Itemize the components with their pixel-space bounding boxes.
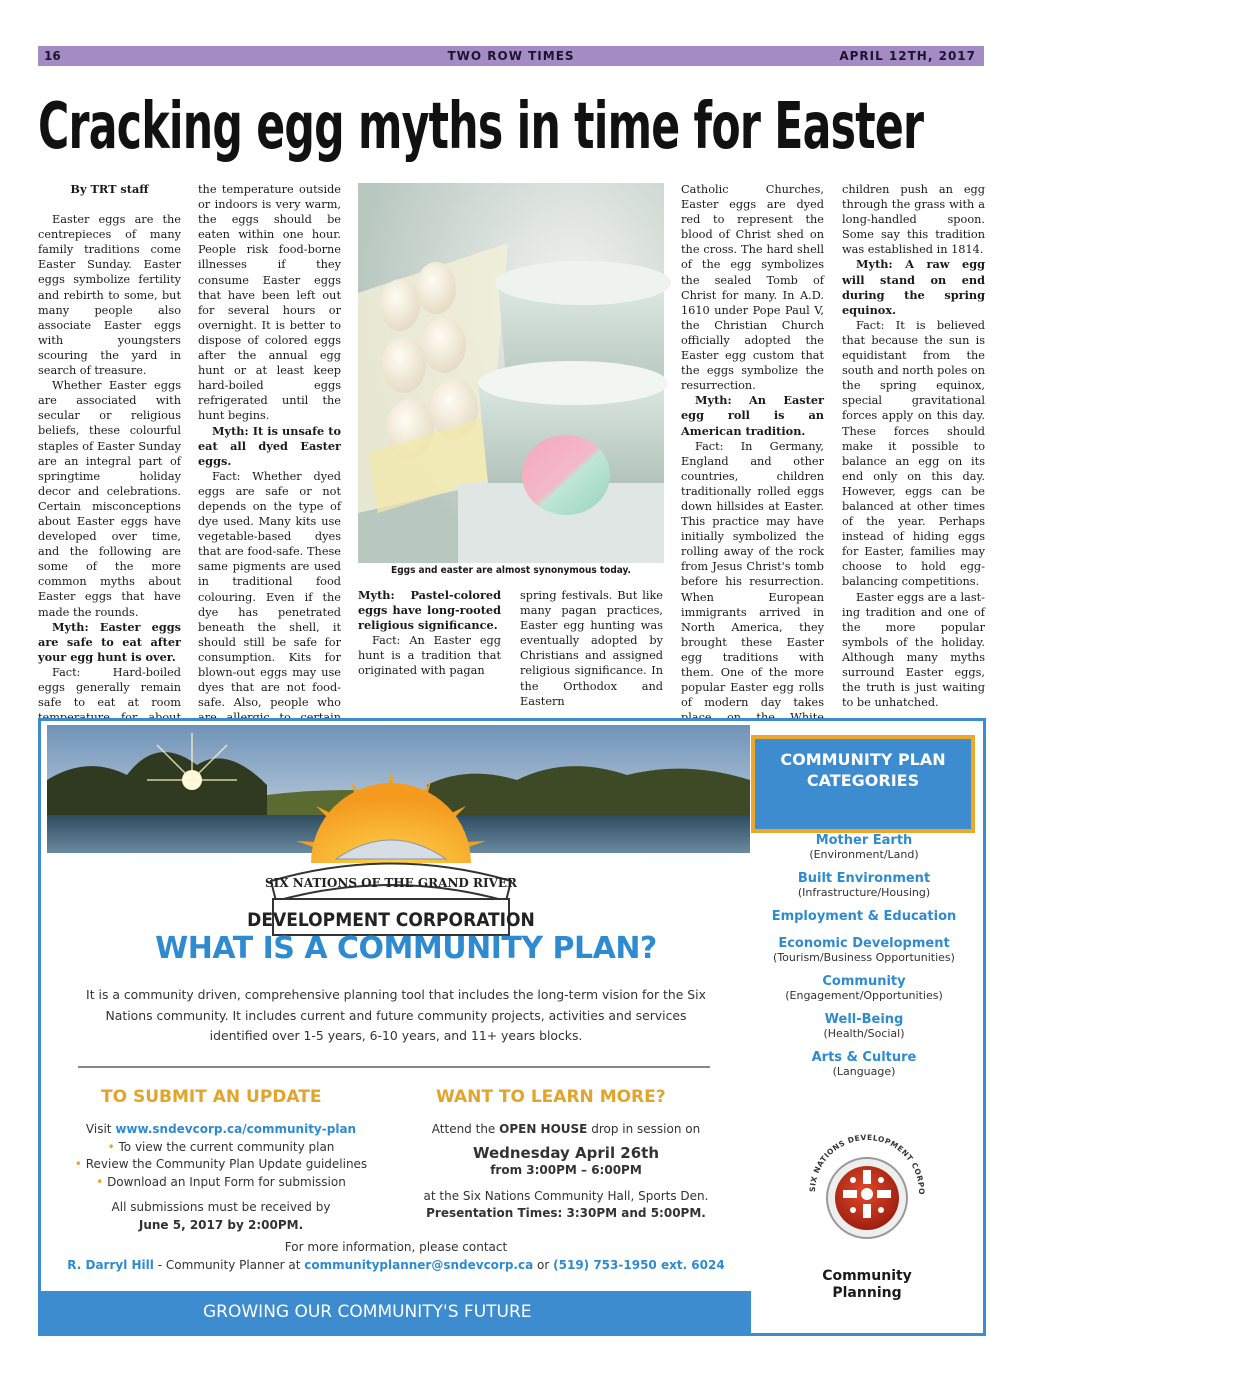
page-number: 16 [44, 49, 61, 63]
byline: By TRT staff [70, 182, 149, 196]
article-column-2 [198, 182, 341, 710]
open-house: OPEN HOUSE [499, 1122, 588, 1136]
sndevcorp-logo [247, 751, 535, 941]
category-name: Employment & Education [771, 909, 957, 924]
pastel-egg [522, 435, 610, 515]
article-column-1 [38, 182, 181, 710]
myth-heading: Myth: It is unsafe to eat all dyed Easter eggs. [198, 423, 341, 468]
issue-date: APRIL 12TH, 2017 [839, 49, 976, 63]
cp-line2: Planning [832, 1285, 902, 1301]
myth-heading: Myth: Easter eggs are safe to eat after your egg hunt is over. [38, 619, 181, 664]
contact-or: or [537, 1257, 550, 1272]
ad-footer: GROWING OUR COMMUNITY'S FUTURE [41, 1291, 751, 1333]
categories-header [751, 735, 975, 833]
bullet-item: Review the Community Plan Update guidelines [85, 1157, 368, 1171]
cp-line1: Community [822, 1268, 912, 1284]
contact-phone[interactable]: (519) 753-1950 ext. 6024 [553, 1257, 725, 1272]
open-house-time: from 3:00PM – 6:00PM [490, 1163, 642, 1177]
category-name: Built Environment [797, 871, 931, 886]
easter-eggs-photo [358, 183, 664, 563]
paragraph: children push an egg through the grass with a long-handled spoon. Some say this tradition was established in 1814. [842, 183, 985, 257]
logo-arc-text: SIX NATIONS OF THE GRAND RIVER [264, 876, 518, 890]
paragraph: the temperature outside or indoors is very warm, the eggs should be eaten within one hour. People risk food-borne illnesses if they consume Easter eggs that have been left out for several hours or overnight. It is better to dispose of colored eggs after the annual egg hunt or at least keep hard-boiled eggs refrigerated until the hunt begins. [198, 183, 341, 423]
category-sub: (Environment/Land) [809, 848, 919, 861]
article-column-4 [520, 588, 663, 708]
logo-main-text: DEVELOPMENT CORPORATION [247, 909, 535, 931]
contact-name: R. Darryl Hill [67, 1257, 154, 1272]
category-sub: (Infrastructure/Housing) [797, 886, 931, 899]
community-plan-ad [38, 718, 986, 1336]
myth-heading: Myth: Pastel-colored eggs have long-rooted religious significance. [358, 588, 501, 633]
photo-caption: Eggs and easter are almost synonymous today. [391, 565, 631, 576]
publication-name: TWO ROW TIMES [447, 49, 575, 63]
community-plan-description: It is a community driven, comprehensive planning tool that includes the long-term vision for the Six Nations community. It includes current and future community projects, activities and services identified over 1-5 years, 6-10 years, and 11+ years blocks. [86, 987, 706, 1043]
paragraph: Easter eggs are the centrepieces of many family traditions come Easter Sunday. Easter eggs symbolize fertility and rebirth to some, but many people also associate Easter eggs with youngsters scouring the yard in search of treasure. [38, 213, 181, 378]
categories-list [753, 821, 975, 1078]
photo-illustration [358, 183, 664, 563]
paragraph: Fact: An Easter egg hunt is a tradition that originated with pagan [358, 634, 501, 678]
bullet-item: To view the current community plan [118, 1139, 335, 1154]
contact-email-link[interactable]: communityplanner@sndevcorp.ca [304, 1257, 534, 1272]
category-sub: (Tourism/Business Opportunities) [773, 951, 955, 964]
attend-pre: Attend the [431, 1122, 496, 1136]
learn-details [401, 1121, 731, 1223]
category-sub: (Engagement/Opportunities) [785, 989, 943, 1002]
paragraph: Fact: Hard-boiled eggs generally remain safe to eat at room [38, 665, 181, 710]
article-column-3 [358, 588, 501, 696]
paragraph: Easter eggs are a last-ing tradition and one of the more popular symbols of the holiday. Although many myths surround Easter eggs, the truth is just waiting to be unhatched. [842, 590, 985, 710]
contact-info [41, 1239, 751, 1274]
visit-label: Visit [85, 1122, 112, 1136]
paragraph: spring festivals. But like many pagan practices, Easter egg hunting was eventually adopted by Christians and assigned religious significance. In the Orthodox and Eastern [520, 589, 663, 708]
category-name: Arts & Culture [811, 1050, 917, 1065]
categories-title-line1: COMMUNITY PLAN [780, 750, 946, 769]
category-sub: (Language) [832, 1065, 896, 1078]
sndc-seal-logo [793, 1114, 941, 1264]
deadline-text: All submissions must be received by [111, 1200, 331, 1214]
article-column-5 [681, 182, 824, 710]
contact-role: - Community Planner at [157, 1257, 301, 1272]
category-name: Economic Development [778, 936, 950, 951]
open-house-date: Wednesday April 26th [472, 1143, 660, 1162]
page-header [38, 46, 984, 66]
category-name: Well-Being [824, 1012, 904, 1027]
myth-heading: Myth: A raw egg will stand on end during the spring equinox. [842, 257, 985, 317]
submit-heading: TO SUBMIT AN UPDATE [101, 1087, 322, 1107]
attend-post: drop in session on [591, 1122, 701, 1136]
paragraph: Fact: Whether dyed eggs are safe or not depends on the type of dye used. Many kits use vegetable-based dyes that are food-safe. These same pigments are used in traditional food colouring. Even if the dye has penetrated beneath the shell, it should still be safe for consumption. Kits for blown-out eggs may use dyes that are not food-safe. Also, people who [198, 469, 341, 710]
categories-title-line2: CATEGORIES [806, 771, 920, 790]
paragraph: Whether Easter eggs are associated with secular or religious beliefs, these colourful staples of Easter Sunday are an integral part of springtime holiday decor and celebrations. Certain misconceptions about Easter eggs have developed over time, and the following are some of the more common myths about Easter eggs that have made the rounds. [38, 379, 181, 619]
paragraph: Fact: In Germany, England and other countries, children traditionally rolled eggs down hillsides at Easter. This practice may have initially symbolized the rolling away of the rock from Jesus Christ's tomb before his resurrection. When European immigrants arrived in North America, they brought these Easter egg traditions with them. One of the more popular Easter egg rolls of modern day takes [681, 439, 824, 710]
community-planning-wordmark [793, 1268, 941, 1302]
deadline-date: June 5, 2017 by 2:00PM. [138, 1217, 304, 1232]
category-name: Mother Earth [815, 833, 913, 848]
paragraph: Catholic Churches, Easter eggs are dyed red to represent the blood of Christ shed on the cross. The hard shell of the egg symbolizes the sealed Tomb of Christ for many. In A.D. 1610 under Pope Paul V, the Christian Church officially adopted the Easter egg custom that the eggs symbolize the resurrection. [681, 183, 824, 393]
category-name: Community [822, 974, 906, 989]
headline: Cracking egg myths in time for Easter [38, 90, 924, 164]
divider [78, 1066, 710, 1068]
community-plan-link[interactable]: www.sndevcorp.ca/community-plan [115, 1122, 357, 1136]
category-sub: (Health/Social) [823, 1027, 905, 1040]
article-column-6 [842, 182, 985, 710]
open-house-location: at the Six Nations Community Hall, Sports Den. [423, 1188, 709, 1203]
myth-heading: Myth: An Easter egg roll is an American tradition. [681, 393, 824, 438]
paragraph: Fact: It is believed that because the sun is equidistant from the south and north poles on the spring equinox, special gravitational forces apply on this day. These forces should make it possible to balance an egg on its end only on this day. However, eggs can be balanced at other times of the year. Perhaps instead of hiding eggs for Easter, families may choose to hold egg-balancing competitions. [842, 318, 985, 589]
community-plan-question: WHAT IS A COMMUNITY PLAN? [155, 931, 657, 966]
presentation-times: Presentation Times: 3:30PM and 5:00PM. [426, 1206, 706, 1220]
submit-instructions: Visit www.sndevcorp.ca/community-plan • To view the current community plan • Review the Community Plan Update guidelines • Download an Input Form for submission All submissions must be received by June 5, 2017 by 2:00PM. [61, 1121, 381, 1234]
learn-heading: WANT TO LEARN MORE? [436, 1087, 666, 1107]
seal-arc-text: SIX NATIONS DEVELOPMENT CORPO [807, 1132, 927, 1196]
contact-line1: For more information, please contact [284, 1240, 508, 1254]
bullet-item: Download an Input Form for submission [107, 1174, 346, 1189]
